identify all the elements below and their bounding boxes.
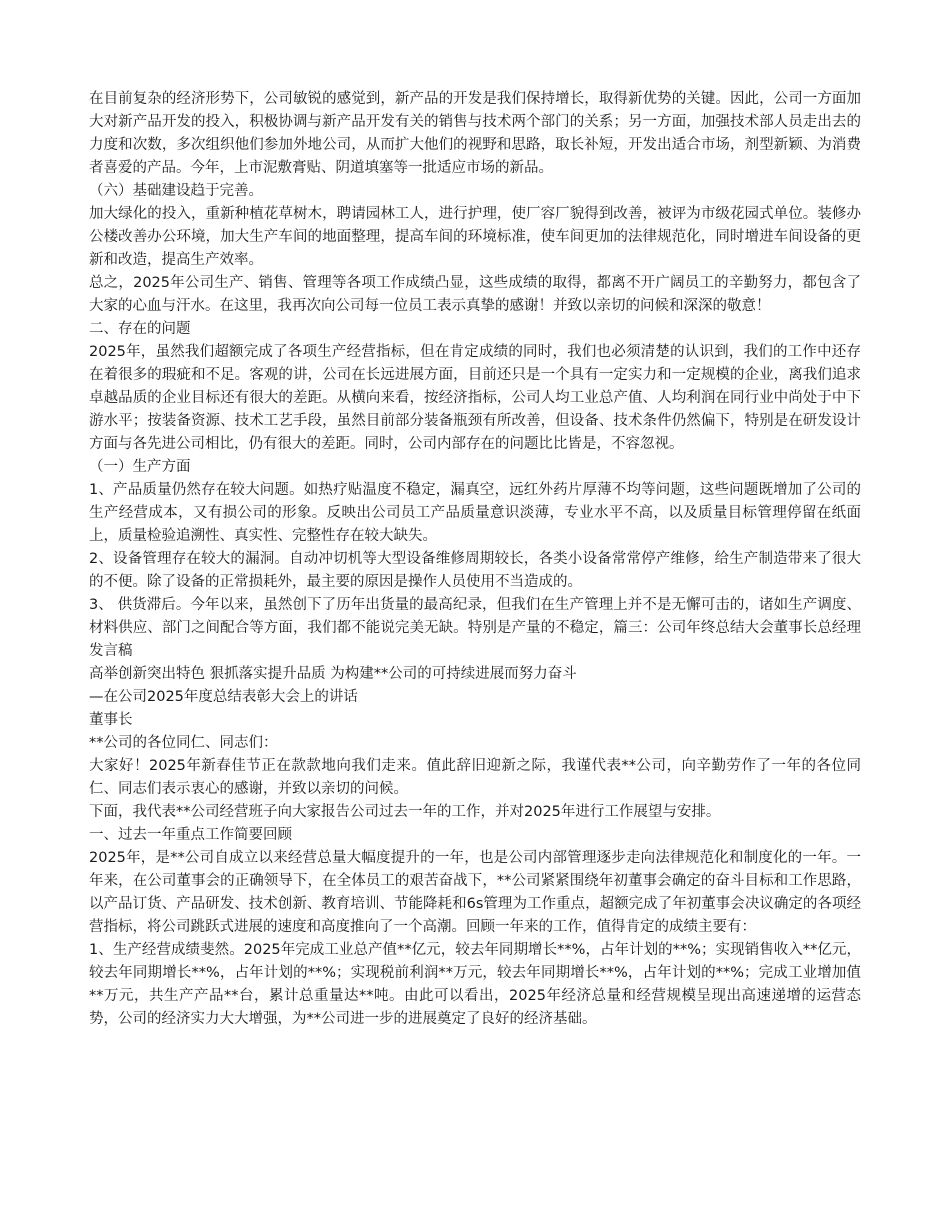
paragraph-greeting: 大家好！2025年新春佳节正在款款地向我们走来。值此辞旧迎新之际，我谨代表**公司，向辛勤劳作了一年的各位同仁、同志们表示衷心的感谢，并致以亲切的问候。 [89, 758, 861, 797]
speaker-role: 董事长 [89, 712, 133, 728]
speech-title: 高举创新突出特色 狠抓落实提升品质 为构建**公司的可持续进展而努力奋斗 [89, 666, 577, 682]
paragraph-quality: 1、产品质量仍然存在较大问题。如热疗贴温度不稳定，漏真空，远红外药片厚薄不均等问题，这些问题既增加了公司的生产经营成本，又有损公司的形象。反映出公司员工产品质量意识淡薄，专业水平不高，以及质量目标管理停留在纸面上，质量检验追溯性、真实性、完整性存在较大缺失。 [89, 482, 861, 544]
document-body [89, 88, 861, 1031]
heading-production: （一）生产方面 [89, 459, 191, 475]
paragraph-problems-overview: 2025年，虽然我们超额完成了各项生产经营指标，但在肯定成绩的同时，我们也必须清楚的认识到，我们的工作中还存在着很多的瑕疵和不足。客观的讲，公司在长远进展方面，目前还只是一个具有一定实力和一定规模的企业，离我们追求卓越品质的企业目标还有很大的差距。从横向来看，按经济指标，公司人均工业总产值、人均利润在同行业中尚处于中下游水平；按装备资源、技术工艺手段，虽然目前部分装备瓶颈有所改善，但设备、技术条件仍然偏下，特别是在研发设计方面与各先进公司相比，仍有很大的差距。同时，公司内部存在的问题比比皆是，不容忽视。 [89, 344, 861, 452]
paragraph-report-intro: 下面，我代表**公司经营班子向大家报告公司过去一年的工作，并对2025年进行工作展望与安排。 [89, 804, 721, 820]
salutation: **公司的各位同仁、同志们： [89, 735, 278, 751]
heading-review: 一、过去一年重点工作简要回顾 [89, 827, 292, 843]
paragraph-supply: 3、 供货滞后。今年以来，虽然创下了历年出货量的最高纪录，但我们在生产管理上并不是无懈可击的，诸如生产调度、材料供应、部门之间配合等方面，我们都不能说完美无缺。特别是产量的不稳定，篇三：公司年终总结大会董事长总经理发言稿 [89, 597, 861, 659]
heading-problems: 二、存在的问题 [89, 321, 191, 337]
paragraph-equipment: 2、设备管理存在较大的漏洞。自动冲切机等大型设备维修周期较长，各类小设备常常停产维修，给生产制造带来了很大的不便。除了设备的正常损耗外，最主要的原因是操作人员使用不当造成的。 [89, 551, 861, 590]
paragraph-achievements: 1、生产经营成绩斐然。2025年完成工业总产值**亿元，较去年同期增长**%，占年计划的**%；实现销售收入**亿元，较去年同期增长**%，占年计划的**%；实现税前利润**万元，较去年同期增长**%，占年计划的**%；完成工业增加值**万元，共生产产品**台，累计总重量达**吨。由此可以看出，2025年经济总量和经营规模呈现出高速递增的运营态势，公司的经济实力大大增强，为**公司进一步的进展奠定了良好的经济基础。 [89, 942, 861, 1027]
paragraph-greening: 加大绿化的投入，重新种植花草树木，聘请园林工人，进行护理，使厂容厂貌得到改善，被评为市级花园式单位。装修办公楼改善办公环境，加大生产车间的地面整理，提高车间的环境标准，使车间更加的法律规范化，同时增进车间设备的更新和改造，提高生产效率。 [89, 206, 861, 268]
paragraph-summary: 总之，2025年公司生产、销售、管理等各项工作成绩凸显，这些成绩的取得，都离不开广阔员工的辛勤努力，都包含了大家的心血与汗水。在这里，我再次向公司每一位员工表示真挚的感谢！并致以亲切的问候和深深的敬意！ [89, 275, 861, 314]
paragraph-new-product: 在目前复杂的经济形势下，公司敏锐的感觉到，新产品的开发是我们保持增长，取得新优势的关键。因此，公司一方面加大对新产品开发的投入，积极协调与新产品开发有关的销售与技术两个部门的关系；另一方面，加强技术部人员走出去的力度和次数，多次组织他们参加外地公司，从而扩大他们的视野和思路，取长补短，开发出适合市场，剂型新颖、为消费者喜爱的产品。今年，上市泥敷膏贴、阴道填塞等一批适应市场的新品。 [89, 91, 861, 176]
heading-infrastructure: （六）基础建设趋于完善。 [89, 183, 263, 199]
paragraph-year-review: 2025年，是**公司自成立以来经营总量大幅度提升的一年，也是公司内部管理逐步走向法律规范化和制度化的一年。一年来，在公司董事会的正确领导下，在全体员工的艰苦奋战下，**公司紧紧围绕年初董事会确定的奋斗目标和工作思路，以产品订货、产品研发、技术创新、教育培训、节能降耗和6s管理为工作重点，超额完成了年初董事会决议确定的各项经营指标，将公司跳跃式进展的速度和高度推向了一个高潮。回顾一年来的工作，值得肯定的成绩主要有： [89, 850, 861, 935]
speech-subtitle: —在公司2025年度总结表彰大会上的讲话 [89, 689, 358, 705]
